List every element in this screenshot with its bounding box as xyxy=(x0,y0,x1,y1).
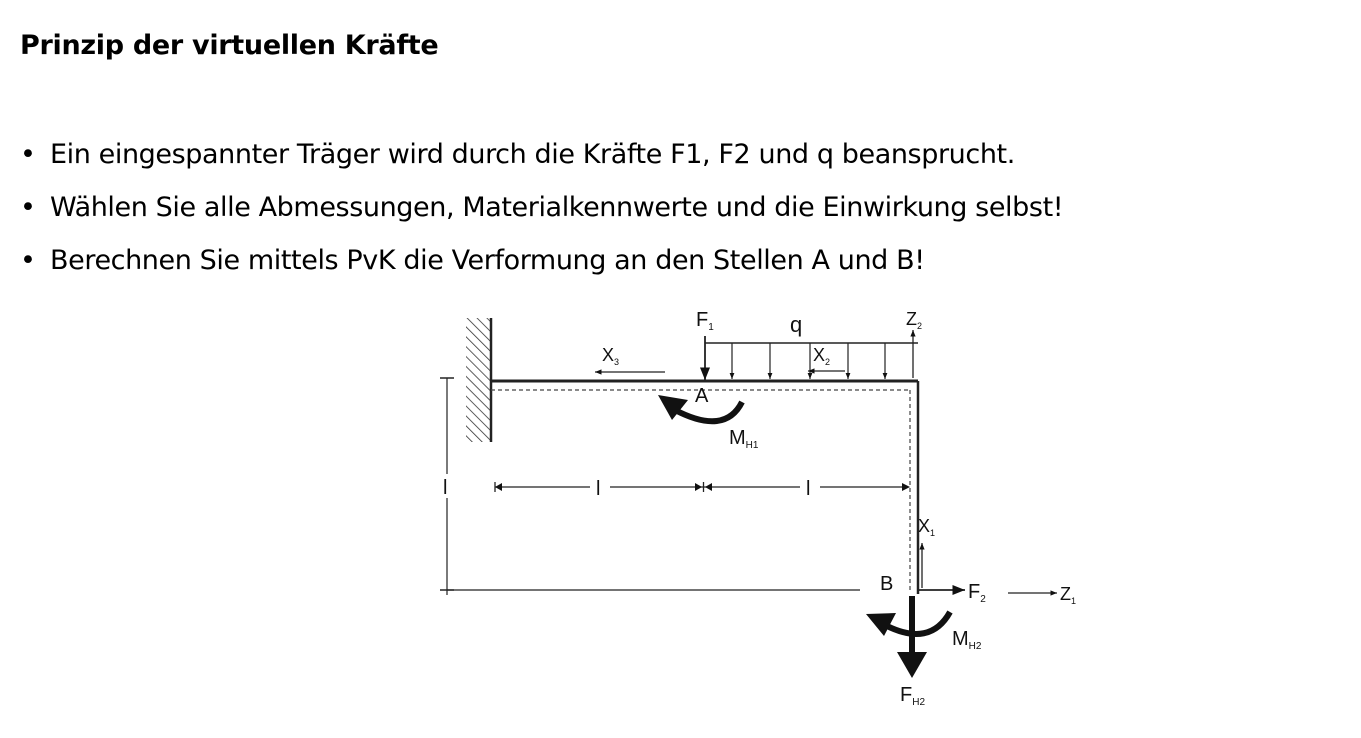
force-fh2-head xyxy=(897,652,927,678)
moment-mh2-head xyxy=(866,613,896,636)
label-fh2: $F_{H2}$ xyxy=(900,684,926,708)
label-l-vertical: l xyxy=(443,477,448,499)
label-point-b: B xyxy=(880,573,894,595)
label-z2: $Z_2$ xyxy=(906,309,923,331)
distributed-load-q xyxy=(705,343,918,379)
dimension-horizontal xyxy=(495,482,910,492)
label-mh2: $M_{H2}$ xyxy=(952,628,982,652)
label-x1: $X_1$ xyxy=(918,516,936,538)
label-l-left: l xyxy=(596,478,601,500)
label-l-right: l xyxy=(806,478,811,500)
fixed-support xyxy=(466,318,491,442)
list-item: • Wählen Sie alle Abmessungen, Materialkennwerte und die Einwirkung selbst! xyxy=(20,181,1063,234)
label-x3: $X_3$ xyxy=(602,345,620,367)
label-z1: $Z_1$ xyxy=(1060,584,1077,606)
list-item: • Ein eingespannter Träger wird durch die Kräfte F1, F2 und q beansprucht. xyxy=(20,128,1063,181)
label-mh1: $M_{H1}$ xyxy=(729,427,759,451)
moment-mh1-arrow xyxy=(675,402,742,421)
label-x2: $X_2$ xyxy=(813,345,831,367)
label-q: q xyxy=(790,312,803,337)
list-item: • Berechnen Sie mittels PvK die Verformung an den Stellen A und B! xyxy=(20,234,1063,287)
label-f2: $F_2$ xyxy=(968,581,986,605)
label-f1: $F_1$ xyxy=(696,309,714,333)
page-title: Prinzip der virtuellen Kräfte xyxy=(20,30,439,61)
label-point-a: A xyxy=(695,385,709,407)
